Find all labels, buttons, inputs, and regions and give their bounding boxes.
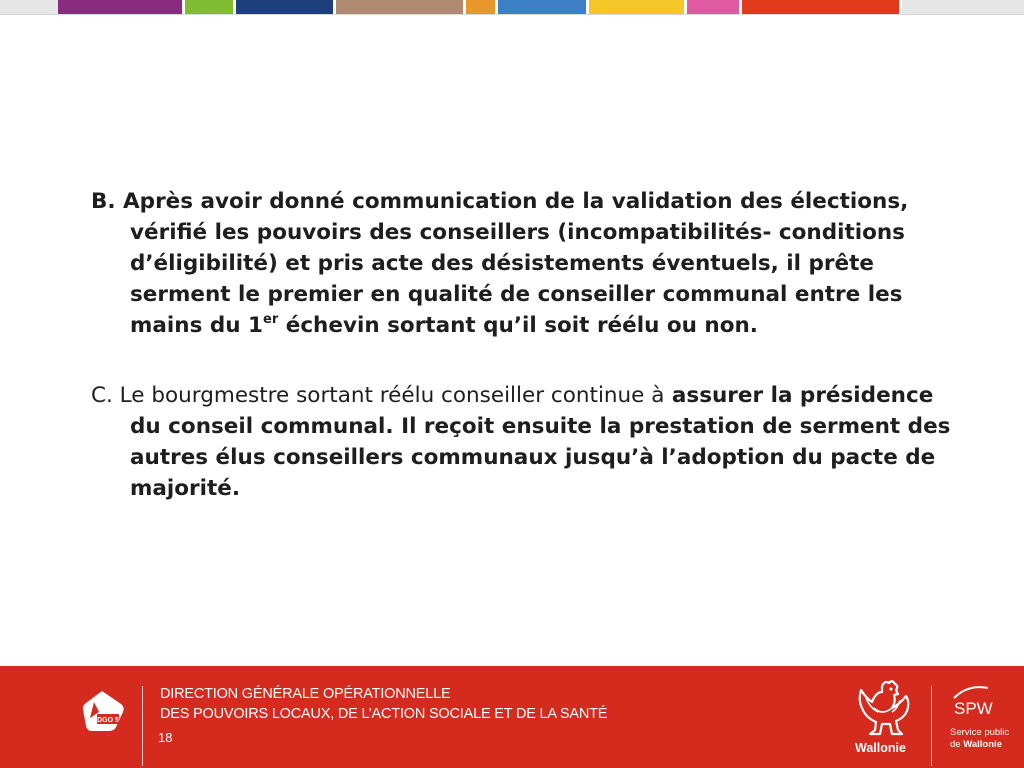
band-segment xyxy=(336,0,463,14)
band-segment xyxy=(589,0,684,14)
top-color-band xyxy=(0,0,1024,14)
footer-org-line2: DES POUVOIRS LOCAUX, DE L’ACTION SOCIALE ET DE LA SANTÉ xyxy=(160,706,608,722)
footer-separator-right xyxy=(931,686,932,766)
band-segment xyxy=(58,0,182,14)
superscript-er: er xyxy=(263,312,279,327)
page-number: 18 xyxy=(158,730,173,745)
band-segment xyxy=(236,0,333,14)
dgo5-logo-icon xyxy=(80,688,126,734)
band-divider-line xyxy=(0,14,1024,15)
footer-org-line1: DIRECTION GÉNÉRALE OPÉRATIONNELLE xyxy=(160,686,451,702)
paragraph-c-lead: C. Le bourgmestre sortant réélu conseiller continue à xyxy=(91,383,665,408)
band-segment xyxy=(185,0,233,14)
spw-service-line2 xyxy=(950,739,1002,750)
spw-line2-name: Wallonie xyxy=(963,739,1002,750)
band-segment xyxy=(466,0,495,14)
wallonie-label: Wallonie xyxy=(855,741,906,755)
band-segment xyxy=(498,0,586,14)
spw-logo-text: SPW xyxy=(954,699,993,718)
footer-separator xyxy=(142,686,143,766)
paragraph-b xyxy=(91,186,971,341)
band-segment xyxy=(742,0,899,14)
band-segment xyxy=(902,0,1024,14)
band-segment xyxy=(687,0,739,14)
dgo5-badge-text: DGO 5 xyxy=(97,717,119,724)
wallonie-rooster-icon xyxy=(852,678,914,738)
paragraph-b-tail: échevin sortant qu’il soit réélu ou non. xyxy=(278,313,758,338)
slide-content xyxy=(91,186,971,504)
spw-line2-prefix: de xyxy=(950,739,964,750)
spw-service-line1: Service public xyxy=(950,727,1010,738)
paragraph-c xyxy=(91,380,971,504)
paragraph-c-text: assurer la présidence du conseil communal. Il reçoit ensuite la prestation de serment des autres élus conseillers communaux jusqu’à l’adoption du pacte de majorité. xyxy=(130,383,951,501)
spw-logo-icon xyxy=(948,684,1004,724)
band-segment xyxy=(0,0,58,14)
paragraph-b-text: B. Après avoir donné communication de la validation des élections, vérifié les pouvoirs des conseillers (incompatibilités- conditions d’éligibilité) et pris acte des désistements éventuels, il prête serment le premier en qualité de conseiller communal entre les mains du 1 xyxy=(91,189,909,338)
